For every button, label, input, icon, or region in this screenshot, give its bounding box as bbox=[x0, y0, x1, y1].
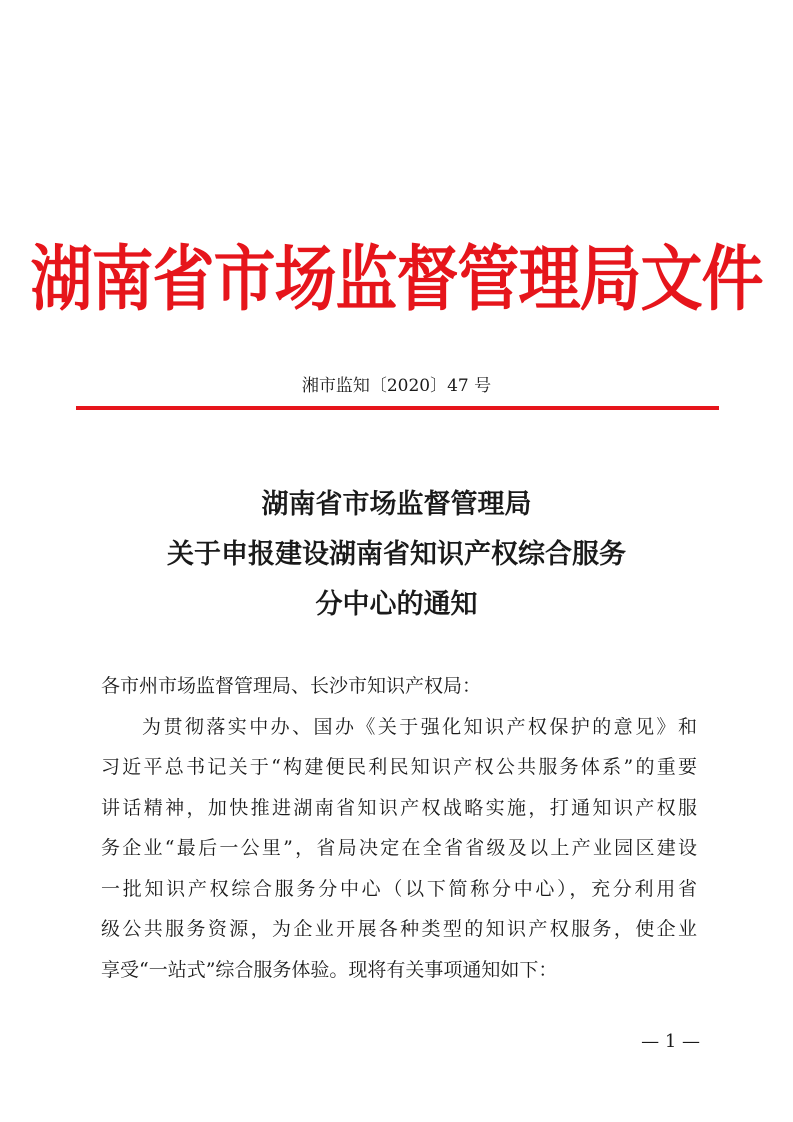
salutation: 各市州市场监督管理局、长沙市知识产权局： bbox=[101, 675, 482, 697]
paragraph-line: 级公共服务资源，为企业开展各种类型的知识产权服务，使企业 bbox=[101, 918, 697, 940]
masthead-title: 湖南省市场监督管理局文件 bbox=[30, 236, 763, 321]
body-text bbox=[101, 666, 697, 990]
page-number: — 1 — bbox=[641, 1031, 700, 1052]
title-line-1: 湖南省市场监督管理局 bbox=[261, 489, 532, 520]
paragraph-line: 为贯彻落实中办、国办《关于强化知识产权保护的意见》和 bbox=[142, 715, 697, 738]
document-number: 湘市监知〔2020〕47 号 bbox=[301, 376, 492, 396]
notice-title bbox=[0, 480, 793, 630]
paragraph-line: 享受“一站式”综合服务体验。现将有关事项通知如下： bbox=[101, 958, 558, 981]
title-line-3: 分中心的通知 bbox=[315, 589, 478, 620]
red-divider-line bbox=[76, 406, 719, 410]
paragraph-line: 务企业“最后一公里”，省局决定在全省省级及以上产业园区建设 bbox=[101, 837, 697, 859]
title-line-2: 关于申报建设湖南省知识产权综合服务 bbox=[167, 539, 626, 570]
paragraph-line: 讲话精神，加快推进湖南省知识产权战略实施，打通知识产权服 bbox=[101, 796, 697, 819]
paragraph-line: 习近平总书记关于“构建便民利民知识产权公共服务体系”的重要 bbox=[101, 756, 697, 778]
paragraph-line: 一批知识产权综合服务分中心（以下简称分中心），充分利用省 bbox=[101, 877, 697, 900]
